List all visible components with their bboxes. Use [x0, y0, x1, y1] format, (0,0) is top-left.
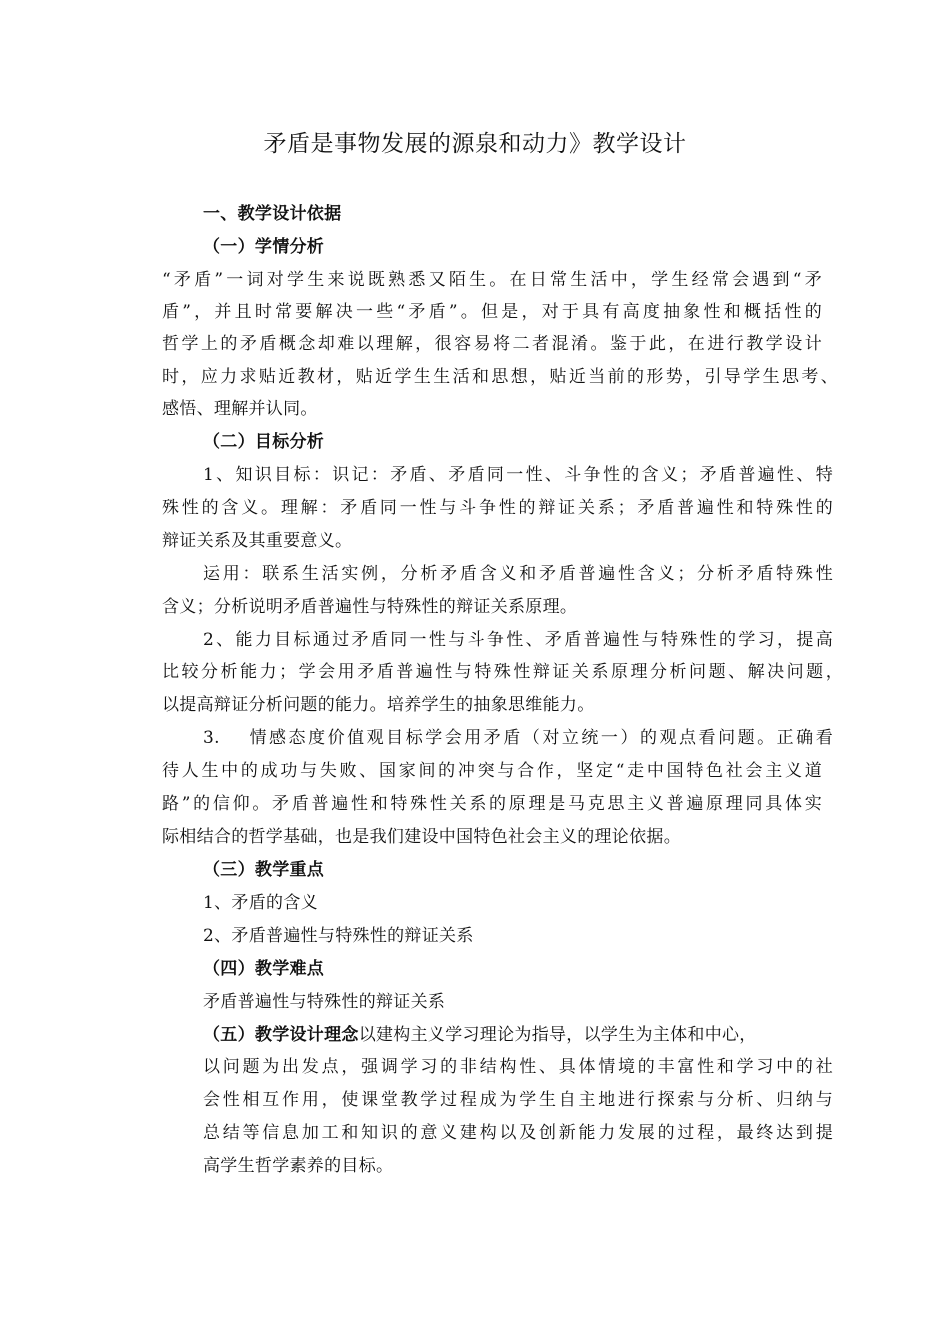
subheading-goal-analysis: （二）目标分析: [203, 432, 325, 452]
list-item: 1、矛盾的含义: [203, 893, 318, 913]
paragraph-line: 哲学上的矛盾概念却难以理解，很容易将二者混淆。鉴于此，在进行教学设计: [162, 334, 822, 354]
paragraph-line: 以问题为出发点，强调学习的非结构性、具体情境的丰富性和学习中的社: [203, 1057, 833, 1077]
paragraph-text: 以建构主义学习理论为指导，以学生为主体和中心，: [358, 1025, 757, 1045]
paragraph-line: 3. 情感态度价值观目标学会用矛盾（对立统一）的观点看问题。正确看: [203, 728, 833, 748]
section-heading-basis: 一、教学设计依据: [203, 204, 342, 224]
paragraph-line: 1、知识目标：识记：矛盾、矛盾同一性、斗争性的含义；矛盾普遍性、特: [203, 465, 833, 485]
paragraph-line: 感悟、理解并认同。: [162, 399, 318, 419]
paragraph-line: 时，应力求贴近教材，贴近学生生活和思想，贴近当前的形势，引导学生思考、: [162, 367, 838, 387]
paragraph-line: “矛盾”一词对学生来说既熟悉又陌生。在日常生活中，学生经常会遇到“矛: [162, 270, 822, 290]
paragraph-line: 运用：联系生活实例，分析矛盾含义和矛盾普遍性含义；分析矛盾特殊性: [203, 564, 833, 584]
paragraph-line: 总结等信息加工和知识的意义建构以及创新能力发展的过程，最终达到提: [203, 1123, 833, 1143]
paragraph-line: 盾”，并且时常要解决一些“矛盾”。但是，对于具有高度抽象性和概括性的: [162, 302, 822, 322]
paragraph-line: 2、能力目标通过矛盾同一性与斗争性、矛盾普遍性与特殊性的学习，提高: [203, 630, 833, 650]
document-title: 矛盾是事物发展的源泉和动力》教学设计: [263, 131, 687, 157]
paragraph-line: 辩证关系及其重要意义。: [162, 531, 353, 551]
paragraph-line: 际相结合的哲学基础，也是我们建设中国特色社会主义的理论依据。: [162, 827, 681, 847]
list-item: 2、矛盾普遍性与特殊性的辩证关系: [203, 926, 474, 946]
paragraph-line: 殊性的含义。理解：矛盾同一性与斗争性的辩证关系；矛盾普遍性和特殊性的: [162, 498, 833, 518]
paragraph-line: 含义；分析说明矛盾普遍性与特殊性的辩证关系原理。: [162, 597, 578, 617]
paragraph-line: 会性相互作用，使课堂教学过程成为学生自主地进行探索与分析、归纳与: [203, 1090, 833, 1110]
paragraph-line: [203, 1023, 833, 1047]
subheading-design-concept: （五）教学设计理念: [203, 1025, 359, 1045]
subheading-key-points: （三）教学重点: [203, 860, 325, 880]
paragraph-line: 以提高辩证分析问题的能力。培养学生的抽象思维能力。: [162, 695, 595, 715]
subheading-difficulties: （四）教学难点: [203, 959, 325, 979]
paragraph-line: 高学生哲学素养的目标。: [203, 1156, 394, 1176]
paragraph-line: 路”的信仰。矛盾普遍性和特殊性关系的原理是马克思主义普遍原理同具体实: [162, 794, 822, 814]
paragraph-line: 矛盾普遍性与特殊性的辩证关系: [203, 992, 446, 1012]
subheading-student-analysis: （一）学情分析: [203, 237, 325, 257]
paragraph-line: 比较分析能力；学会用矛盾普遍性与特殊性辩证关系原理分析问题、解决问题，: [162, 662, 843, 682]
paragraph-line: 待人生中的成功与失败、国家间的冲突与合作，坚定“走中国特色社会主义道: [162, 761, 822, 781]
